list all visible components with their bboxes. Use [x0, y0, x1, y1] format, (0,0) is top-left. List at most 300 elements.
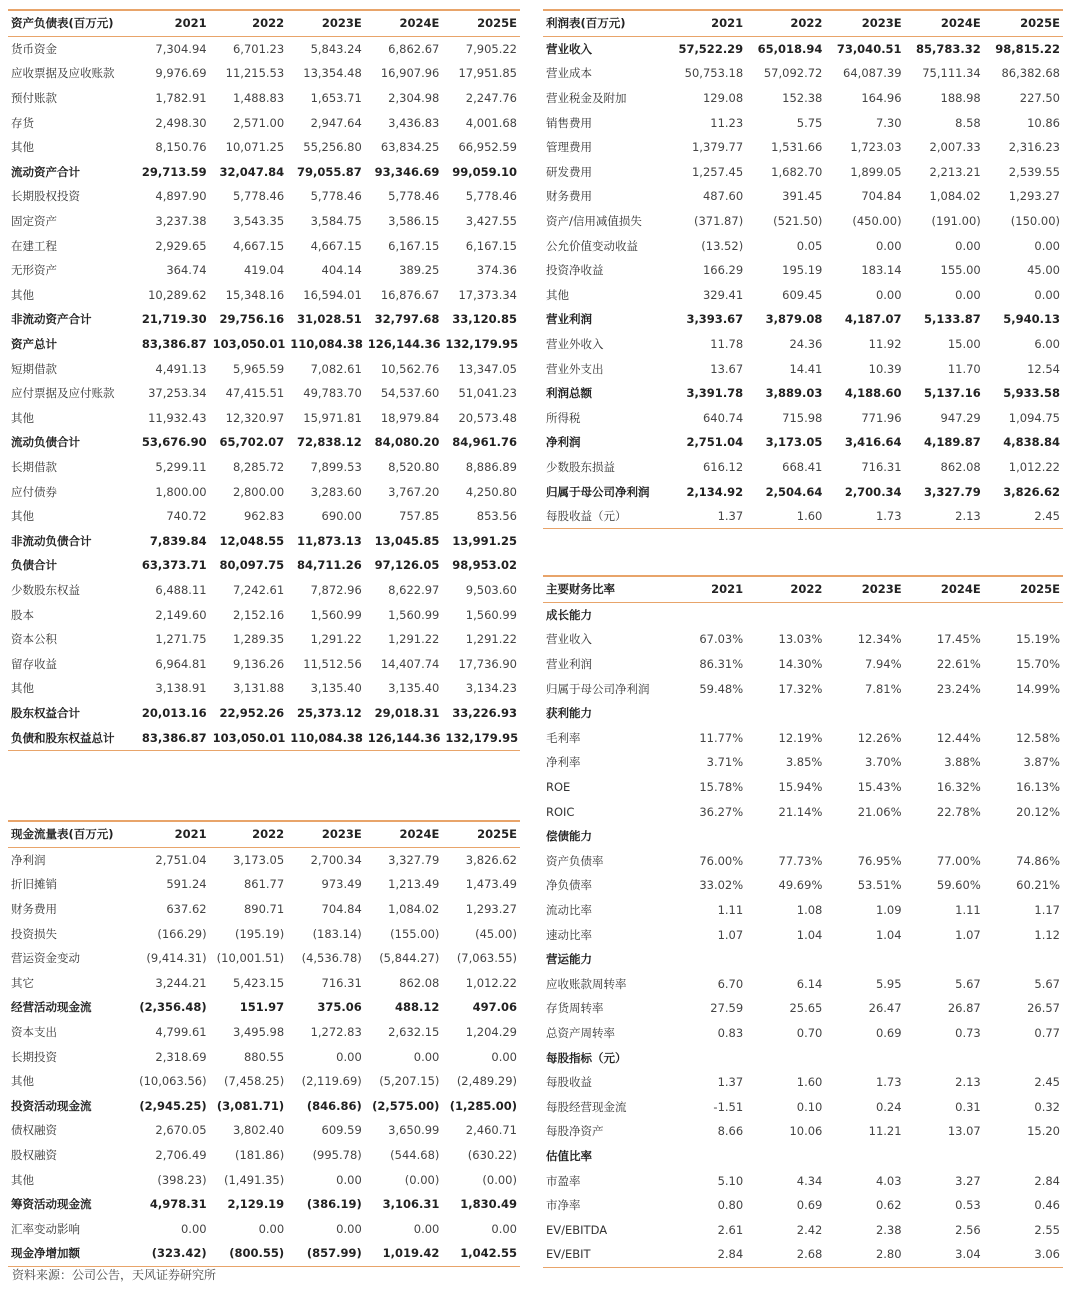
- balance-sheet-cell: 419.04: [243, 263, 285, 278]
- income-statement-row: [543, 406, 1063, 431]
- balance-sheet-row-label: 股本: [11, 607, 34, 622]
- cashflow-row-label: 经营活动现金流: [11, 1000, 92, 1015]
- balance-sheet-row-label: 短期借款: [11, 361, 57, 376]
- balance-sheet-year-header: 2023E: [321, 16, 362, 31]
- balance-sheet-cell: 3,543.35: [232, 214, 285, 229]
- balance-sheet-cell: 12,048.55: [219, 533, 285, 548]
- balance-sheet-cell: 10,562.76: [380, 361, 440, 376]
- ratios-cell: 0.62: [875, 1198, 902, 1213]
- balance-sheet-row-label: 存货: [11, 115, 34, 130]
- ratios-cell: 0.10: [796, 1099, 823, 1114]
- balance-sheet-cell: 5,778.46: [232, 189, 285, 204]
- income-statement-cell: 15.00: [947, 337, 981, 352]
- income-statement-cell: 0.00: [955, 238, 981, 253]
- cashflow-row: [8, 1094, 520, 1119]
- balance-sheet-cell: 7,304.94: [155, 41, 207, 56]
- cashflow-row-label: 投资活动现金流: [11, 1098, 92, 1113]
- cashflow-cell: (2,119.69): [301, 1074, 362, 1089]
- ratios-cell: 86.31%: [699, 657, 744, 672]
- income-statement-cell: 6.00: [1034, 337, 1060, 352]
- cashflow-cell: (5,844.27): [379, 951, 440, 966]
- income-statement-cell: 166.29: [702, 263, 744, 278]
- income-statement-cell: 0.00: [1034, 287, 1060, 302]
- ratios-row-label: 存货周转率: [546, 1001, 604, 1016]
- balance-sheet-cell: 32,047.84: [219, 164, 285, 179]
- balance-sheet-row: [8, 356, 520, 381]
- income-statement-title: 利润表(百万元): [546, 16, 626, 31]
- cashflow-row: [8, 1167, 520, 1192]
- ratios-row: [543, 652, 1063, 677]
- ratios-cell: 2.80: [875, 1247, 902, 1262]
- ratios-cell: 3.27: [955, 1173, 981, 1188]
- balance-sheet-row-label: 应付债券: [11, 484, 57, 499]
- balance-sheet-cell: 1,291.22: [465, 632, 517, 647]
- ratios-cell: 14.99%: [1016, 681, 1060, 696]
- balance-sheet-row: [8, 184, 520, 209]
- income-statement-row-label: 营业外支出: [546, 361, 604, 376]
- cashflow-header: [8, 821, 520, 847]
- cashflow-cell: 1,042.55: [460, 1246, 517, 1261]
- balance-sheet-cell: 6,167.15: [465, 238, 517, 253]
- ratios-cell: 0.32: [1034, 1099, 1060, 1114]
- ratios-cell: 3.88%: [944, 755, 981, 770]
- ratios-cell: 60.21%: [1016, 878, 1060, 893]
- balance-sheet-cell: 80,097.75: [219, 558, 285, 573]
- income-statement-cell: 14.41: [789, 361, 823, 376]
- balance-sheet-row-label: 在建工程: [11, 238, 57, 253]
- ratios-cell: 26.87: [947, 1001, 981, 1016]
- ratios-body: [543, 602, 1063, 1267]
- balance-sheet-cell: 3,584.75: [310, 214, 362, 229]
- cashflow-cell: 861.77: [243, 877, 285, 892]
- balance-sheet-row: [8, 332, 520, 357]
- ratios-row-label: 每股指标（元）: [546, 1050, 627, 1065]
- income-statement-cell: 50,753.18: [684, 66, 744, 81]
- ratios-cell: 7.81%: [865, 681, 902, 696]
- balance-sheet-cell: 3,586.15: [388, 214, 440, 229]
- ratios-cell: 22.61%: [936, 657, 981, 672]
- balance-sheet-row: [8, 627, 520, 652]
- ratios-cell: 2.45: [1034, 1075, 1060, 1090]
- balance-sheet-cell: 7,872.96: [310, 582, 362, 597]
- balance-sheet-cell: 7,899.53: [310, 459, 362, 474]
- cashflow-cell: 1,012.22: [465, 975, 517, 990]
- cashflow-row: [8, 1192, 520, 1217]
- balance-sheet-cell: 97,126.05: [374, 558, 440, 573]
- income-statement-row-label: 营业收入: [546, 41, 592, 56]
- balance-sheet-cell: 132,179.95: [445, 730, 519, 745]
- ratios-row: [543, 775, 1063, 800]
- ratios-row: [543, 1070, 1063, 1095]
- income-statement-cell: 668.41: [782, 459, 823, 474]
- cashflow-cell: (195.19): [234, 926, 285, 941]
- balance-sheet-cell: 3,767.20: [388, 484, 440, 499]
- ratios-row-label: 每股收益: [546, 1075, 592, 1090]
- balance-sheet-cell: 4,001.68: [465, 115, 517, 130]
- cashflow-cell: 862.08: [399, 975, 440, 990]
- cashflow-row: [8, 1143, 520, 1168]
- cashflow-cell: 3,495.98: [232, 1025, 285, 1040]
- balance-sheet-cell: 1,800.00: [155, 484, 207, 499]
- income-statement-cell: (150.00): [1010, 214, 1060, 229]
- balance-sheet-cell: 1,560.99: [388, 607, 440, 622]
- ratios-cell: 12.44%: [936, 730, 981, 745]
- balance-sheet-cell: 3,237.38: [155, 214, 207, 229]
- balance-sheet-cell: 8,886.89: [465, 459, 517, 474]
- income-statement-cell: 616.12: [702, 459, 744, 474]
- income-statement-cell: (450.00): [852, 214, 902, 229]
- ratios-cell: 13.07: [947, 1124, 981, 1139]
- income-statement-row: [543, 381, 1063, 406]
- cashflow-cell: 0.00: [413, 1049, 440, 1064]
- balance-sheet-cell: 33,226.93: [452, 705, 517, 720]
- ratios-cell: 2.68: [796, 1247, 823, 1262]
- ratios-row-label: 应收账款周转率: [546, 976, 627, 991]
- cashflow-cell: 637.62: [166, 902, 207, 917]
- cashflow-panel: [8, 820, 520, 1267]
- balance-sheet-cell: 9,136.26: [232, 656, 285, 671]
- income-statement-cell: 3,173.05: [765, 435, 823, 450]
- income-statement-cell: 73,040.51: [836, 41, 902, 56]
- ratios-row: [543, 972, 1063, 997]
- income-statement-cell: 195.19: [782, 263, 823, 278]
- cashflow-cell: (0.00): [404, 1172, 440, 1187]
- income-statement-cell: 1,899.05: [850, 164, 902, 179]
- balance-sheet-cell: 4,491.13: [155, 361, 207, 376]
- cashflow-cell: (181.86): [234, 1148, 285, 1163]
- cashflow-cell: (630.22): [467, 1148, 517, 1163]
- ratios-section-row: [543, 947, 1063, 972]
- cashflow-cell: 1,019.42: [382, 1246, 440, 1261]
- balance-sheet-cell: 65,702.07: [219, 435, 285, 450]
- income-statement-cell: 5,137.16: [924, 386, 981, 401]
- ratios-cell: 16.32%: [936, 780, 981, 795]
- ratios-row: [543, 676, 1063, 701]
- income-statement-row-label: 净利润: [546, 435, 581, 450]
- income-statement-cell: 11.78: [710, 337, 744, 352]
- income-statement-cell: 1,723.03: [850, 140, 902, 155]
- cashflow-row-label: 现金净增加额: [11, 1246, 80, 1261]
- balance-sheet-cell: 2,304.98: [388, 91, 440, 106]
- source-note: 资料来源：公司公告，天风证券研究所: [12, 1268, 217, 1282]
- balance-sheet-cell: 18,979.84: [380, 410, 440, 425]
- balance-sheet-row-label: 留存收益: [11, 656, 57, 671]
- balance-sheet-cell: 1,653.71: [310, 91, 362, 106]
- ratios-row: [543, 922, 1063, 947]
- cashflow-cell: 1,473.49: [465, 877, 517, 892]
- income-statement-cell: 2,134.92: [686, 484, 744, 499]
- income-statement-cell: 1.60: [796, 509, 823, 524]
- ratios-row: [543, 1193, 1063, 1218]
- ratios-cell: [825, 947, 904, 972]
- ratios-cell: [984, 1045, 1063, 1070]
- income-statement-row: [543, 184, 1063, 209]
- ratios-cell: 5.67: [1034, 976, 1060, 991]
- cashflow-cell: 4,978.31: [149, 1197, 207, 1212]
- balance-sheet-cell: 51,041.23: [458, 386, 517, 401]
- balance-sheet-cell: 29,756.16: [219, 312, 285, 327]
- balance-sheet-year-header: 2024E: [399, 16, 440, 31]
- balance-sheet-panel: [8, 9, 520, 751]
- cashflow-cell: 0.00: [180, 1221, 207, 1236]
- cashflow-cell: 151.97: [239, 1000, 285, 1015]
- income-statement-cell: 3,889.03: [765, 386, 823, 401]
- balance-sheet-row: [8, 135, 520, 160]
- ratios-cell: 15.94%: [778, 780, 823, 795]
- income-statement-cell: 7.30: [875, 115, 902, 130]
- cashflow-cell: 375.06: [317, 1000, 362, 1015]
- cashflow-row: [8, 1118, 520, 1143]
- balance-sheet-cell: 3,283.60: [310, 484, 362, 499]
- balance-sheet-cell: 84,080.20: [374, 435, 440, 450]
- balance-sheet-cell: 8,622.97: [388, 582, 440, 597]
- ratios-cell: 2.13: [955, 1075, 981, 1090]
- balance-sheet-cell: 84,961.76: [452, 435, 517, 450]
- cashflow-cell: 2,460.71: [465, 1123, 517, 1138]
- ratios-cell: 22.78%: [936, 804, 981, 819]
- ratios-cell: 23.24%: [936, 681, 981, 696]
- income-statement-cell: (521.50): [773, 214, 823, 229]
- income-statement-cell: 75,111.34: [922, 66, 981, 81]
- ratios-header: [543, 576, 1063, 602]
- balance-sheet-cell: 5,965.59: [232, 361, 285, 376]
- balance-sheet-row-label: 无形资产: [11, 263, 57, 278]
- ratios-title: 主要财务比率: [546, 582, 615, 597]
- ratios-row-label: 净利率: [546, 755, 581, 770]
- income-statement-header: [543, 10, 1063, 36]
- ratios-row-label: 每股净资产: [546, 1124, 604, 1139]
- ratios-cell: 20.12%: [1016, 804, 1060, 819]
- cashflow-cell: (2,575.00): [372, 1098, 440, 1113]
- cashflow-row-label: 债权融资: [11, 1123, 57, 1138]
- ratios-row-label: 营业收入: [546, 632, 592, 647]
- cashflow-cell: 2,632.15: [388, 1025, 440, 1040]
- balance-sheet-cell: 21,719.30: [141, 312, 207, 327]
- ratios-section-row: [543, 1144, 1063, 1169]
- ratios-cell: 17.32%: [778, 681, 823, 696]
- income-statement-row: [543, 36, 1063, 61]
- balance-sheet-row-label: 其他: [11, 410, 34, 425]
- income-statement-row-label: 归属于母公司净利润: [546, 484, 650, 499]
- ratios-cell: 1.37: [717, 1075, 744, 1090]
- ratios-year-header: 2024E: [940, 582, 981, 597]
- balance-sheet-cell: 1,271.75: [155, 632, 207, 647]
- balance-sheet-cell: 6,964.81: [155, 656, 207, 671]
- balance-sheet-row: [8, 381, 520, 406]
- income-statement-year-header: 2023E: [861, 16, 902, 31]
- balance-sheet-row: [8, 602, 520, 627]
- balance-sheet-cell: 5,778.46: [388, 189, 440, 204]
- balance-sheet-row-label: 负债合计: [11, 558, 57, 573]
- balance-sheet-row: [8, 651, 520, 676]
- balance-sheet-cell: 2,947.64: [310, 115, 362, 130]
- cashflow-cell: 3,802.40: [232, 1123, 285, 1138]
- balance-sheet-cell: 11,873.13: [297, 533, 362, 548]
- ratios-cell: [825, 701, 904, 726]
- balance-sheet-row: [8, 430, 520, 455]
- ratios-section-row: [543, 824, 1063, 849]
- cashflow-cell: 3,106.31: [382, 1197, 440, 1212]
- ratios-row-label: ROIC: [546, 804, 575, 819]
- ratios-row-label: 每股经营现金流: [546, 1099, 627, 1114]
- ratios-cell: [667, 1045, 746, 1070]
- balance-sheet-cell: 13,991.25: [452, 533, 517, 548]
- income-statement-cell: 1,682.70: [771, 164, 823, 179]
- balance-sheet-cell: 2,247.76: [465, 91, 517, 106]
- income-statement-table: [543, 9, 1063, 529]
- cashflow-cell: (995.78): [312, 1148, 362, 1163]
- ratios-cell: 0.70: [796, 1025, 823, 1040]
- balance-sheet-row-label: 其他: [11, 287, 34, 302]
- ratios-cell: 11.21: [868, 1124, 902, 1139]
- cashflow-cell: (10,063.56): [139, 1074, 207, 1089]
- cashflow-row-label: 筹资活动现金流: [11, 1197, 92, 1212]
- ratios-cell: 1.09: [875, 903, 902, 918]
- balance-sheet-row-label: 资产总计: [11, 337, 57, 352]
- balance-sheet-cell: 11,215.53: [225, 66, 285, 81]
- income-statement-cell: 3,391.78: [686, 386, 744, 401]
- cashflow-cell: (45.00): [475, 926, 517, 941]
- income-statement-row-label: 营业利润: [546, 312, 592, 327]
- cashflow-row: [8, 971, 520, 996]
- balance-sheet-cell: 16,876.67: [380, 287, 440, 302]
- ratios-row-label: 净负债率: [546, 878, 592, 893]
- income-statement-cell: 3,327.79: [924, 484, 981, 499]
- balance-sheet-cell: 12,320.97: [225, 410, 285, 425]
- cashflow-cell: (2,489.29): [456, 1074, 517, 1089]
- ratios-section-row: [543, 602, 1063, 627]
- cashflow-cell: (155.00): [390, 926, 440, 941]
- income-statement-row: [543, 283, 1063, 308]
- income-statement-row: [543, 160, 1063, 185]
- balance-sheet-cell: 98,953.02: [452, 558, 517, 573]
- balance-sheet-cell: 3,436.83: [388, 115, 440, 130]
- ratios-cell: 0.53: [955, 1198, 981, 1213]
- ratios-cell: [825, 602, 904, 627]
- ratios-cell: 6.14: [796, 976, 823, 991]
- balance-sheet-cell: 16,907.96: [380, 66, 440, 81]
- balance-sheet-cell: 4,667.15: [232, 238, 285, 253]
- ratios-cell: 5.67: [955, 976, 981, 991]
- ratios-cell: [746, 824, 825, 849]
- balance-sheet-cell: 126,144.36: [367, 730, 441, 745]
- ratios-cell: 0.77: [1034, 1025, 1060, 1040]
- cashflow-cell: 5,423.15: [232, 975, 285, 990]
- balance-sheet-table: [8, 9, 520, 751]
- income-statement-cell: 2,007.33: [929, 140, 981, 155]
- income-statement-row-label: 财务费用: [546, 189, 592, 204]
- balance-sheet-row: [8, 209, 520, 234]
- income-statement-cell: 3,393.67: [686, 312, 744, 327]
- balance-sheet-cell: 853.56: [476, 509, 517, 524]
- balance-sheet-cell: 63,834.25: [380, 140, 440, 155]
- balance-sheet-row: [8, 504, 520, 529]
- income-statement-cell: 65,018.94: [757, 41, 823, 56]
- balance-sheet-cell: 32,797.68: [374, 312, 440, 327]
- balance-sheet-row-label: 非流动资产合计: [11, 312, 92, 327]
- cashflow-cell: (166.29): [157, 926, 207, 941]
- ratios-row: [543, 750, 1063, 775]
- income-statement-row: [543, 356, 1063, 381]
- ratios-row-label: 市盈率: [546, 1173, 581, 1188]
- balance-sheet-cell: 2,152.16: [232, 607, 285, 622]
- ratios-row-label: 资产负债率: [546, 853, 604, 868]
- balance-sheet-row: [8, 283, 520, 308]
- cashflow-cell: (10,001.51): [216, 951, 285, 966]
- balance-sheet-cell: 20,573.48: [458, 410, 517, 425]
- income-statement-year-header: 2021: [711, 16, 744, 31]
- income-statement-cell: 1,094.75: [1008, 410, 1060, 425]
- balance-sheet-row: [8, 725, 520, 750]
- cashflow-cell: 0.00: [413, 1221, 440, 1236]
- income-statement-cell: 2,700.34: [844, 484, 902, 499]
- income-statement-cell: 1.37: [717, 509, 744, 524]
- balance-sheet-cell: 132,179.95: [445, 337, 519, 352]
- balance-sheet-row: [8, 553, 520, 578]
- ratios-cell: 21.06%: [857, 804, 902, 819]
- cashflow-cell: (2,945.25): [139, 1098, 207, 1113]
- ratios-cell: 1.04: [875, 927, 902, 942]
- ratios-cell: 2.38: [875, 1222, 902, 1237]
- ratios-cell: 7.94%: [865, 657, 902, 672]
- balance-sheet-cell: 79,055.87: [297, 164, 362, 179]
- income-statement-cell: 3,416.64: [844, 435, 902, 450]
- income-statement-cell: 8.58: [955, 115, 981, 130]
- cashflow-year-header: 2022: [252, 827, 285, 842]
- income-statement-cell: 704.84: [861, 189, 902, 204]
- cashflow-year-header: 2024E: [399, 827, 440, 842]
- income-statement-cell: 98,815.22: [995, 41, 1060, 56]
- income-statement-cell: 4,189.87: [924, 435, 981, 450]
- balance-sheet-cell: 8,520.80: [388, 459, 440, 474]
- income-statement-row: [543, 430, 1063, 455]
- income-statement-cell: 64,087.39: [843, 66, 902, 81]
- income-statement-cell: 2,213.21: [929, 164, 981, 179]
- balance-sheet-cell: 9,976.69: [155, 66, 207, 81]
- cashflow-cell: 591.24: [166, 877, 207, 892]
- ratios-row: [543, 1242, 1063, 1267]
- income-statement-cell: 1.73: [875, 509, 902, 524]
- balance-sheet-cell: 8,285.72: [232, 459, 285, 474]
- income-statement-row: [543, 258, 1063, 283]
- ratios-row-label: EV/EBIT: [546, 1247, 591, 1262]
- income-statement-year-header: 2025E: [1020, 16, 1060, 31]
- cashflow-row-label: 营运资金变动: [11, 951, 80, 966]
- income-statement-cell: 0.00: [955, 287, 981, 302]
- cashflow-cell: 2,129.19: [227, 1197, 285, 1212]
- ratios-row-label: 偿债能力: [546, 829, 592, 844]
- cashflow-cell: 0.00: [491, 1221, 517, 1236]
- balance-sheet-cell: 374.36: [476, 263, 517, 278]
- ratios-cell: 0.73: [955, 1025, 981, 1040]
- ratios-cell: 13.03%: [778, 632, 823, 647]
- ratios-year-header: 2022: [790, 582, 823, 597]
- balance-sheet-cell: 49,783.70: [303, 386, 362, 401]
- cashflow-cell: 2,670.05: [155, 1123, 207, 1138]
- balance-sheet-cell: 99,059.10: [452, 164, 517, 179]
- balance-sheet-row: [8, 307, 520, 332]
- balance-sheet-cell: 5,778.46: [310, 189, 362, 204]
- cashflow-row: [8, 921, 520, 946]
- income-statement-body: [543, 36, 1063, 529]
- income-statement-cell: 24.36: [789, 337, 823, 352]
- income-statement-row: [543, 332, 1063, 357]
- balance-sheet-cell: 13,347.05: [458, 361, 517, 376]
- cashflow-row-label: 汇率变动影响: [11, 1221, 80, 1236]
- ratios-cell: 2.84: [1034, 1173, 1060, 1188]
- ratios-cell: 12.58%: [1016, 730, 1060, 745]
- ratios-cell: [825, 1045, 904, 1070]
